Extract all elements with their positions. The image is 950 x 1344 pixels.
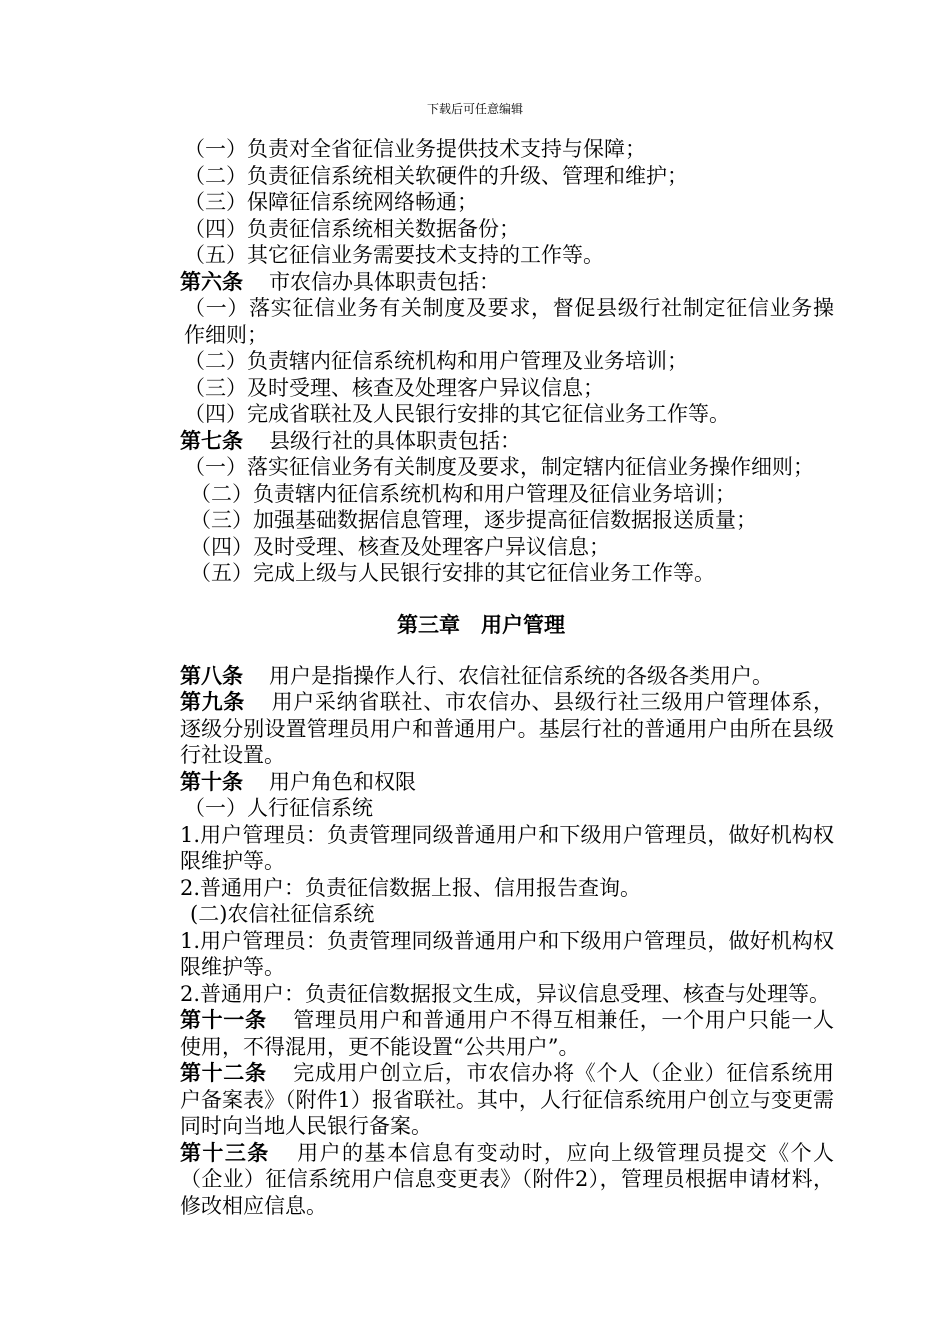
paragraph: (二)农信社征信系统 [190,902,375,926]
paragraph: 2.普通用户：负责征信数据上报、信用报告查询。 [180,875,642,900]
article-10 [128,769,834,796]
article-8 [128,663,834,690]
article-text: 用户是指操作人行、农信社征信系统的各级各类用户。 [269,663,773,688]
paragraph: （一）人行征信系统 [184,796,373,820]
paragraph: （三）及时受理、核查及处理客户异议信息； [184,375,604,400]
article-title: 第十一条 [180,1008,267,1032]
article-text: 管理员用户和普通用户不得互相兼任，一个用户只能一人使用，不得混用，更不能设置“公共用户”。 [180,1008,835,1059]
article-title: 第九条 [180,690,245,714]
paragraph: （三）加强基础数据信息管理，逐步提高征信数据报送质量； [190,508,757,532]
article-title: 第八条 [180,663,243,688]
paragraph: （五）其它征信业务需要技术支持的工作等。 [184,243,604,267]
article-text: 市农信办具体职责包括： [269,269,500,294]
article-title: 第十二条 [180,1061,267,1085]
paragraph: （一）落实征信业务有关制度及要求，制定辖内征信业务操作细则； [184,455,814,479]
paragraph: （五）完成上级与人民银行安排的其它征信业务工作等。 [190,561,715,585]
article-title: 第六条 [180,269,243,294]
paragraph: （一）落实征信业务有关制度及要求，督促县级行社制定征信业务操作细则； [184,296,834,347]
article-text: 完成用户创立后，市农信办将《个人（企业）征信系统用户备案表》（附件1）报省联社。其中，人行征信系统用户创立与变更需同时向当地人民银行备案。 [180,1061,835,1138]
article-title: 第十三条 [180,1140,270,1165]
article-text: 用户采纳省联社、市农信办、县级行社三级用户管理体系，逐级分别设置管理员用户和普通用户。基层行社的普通用户由所在县级行社设置。 [180,690,835,767]
article-text: 县级行社的具体职责包括： [269,428,521,453]
article-9 [128,689,834,769]
article-text: 用户角色和权限 [269,769,416,794]
chapter-heading: 第三章 用户管理 [397,612,565,637]
article-7 [128,428,834,455]
paragraph: 1.用户管理员：负责管理同级普通用户和下级用户管理员，做好机构权限维护等。 [180,928,834,979]
paragraph: （四）及时受理、核查及处理客户异议信息； [190,534,610,559]
paragraph: 2.普通用户：负责征信数据报文生成，异议信息受理、核查与处理等。 [180,981,831,1006]
paragraph: （四）负责征信系统相关数据备份； [184,216,520,241]
paragraph: （二）负责征信系统相关软硬件的升级、管理和维护； [184,163,688,188]
article-6 [128,269,834,296]
paragraph: （四）完成省联社及人民银行安排的其它征信业务工作等。 [184,402,730,426]
paragraph: （三）保障征信系统网络畅通； [184,190,478,214]
article-11 [128,1007,834,1060]
paragraph: （二）负责辖内征信系统机构和用户管理及业务培训； [184,349,688,373]
article-12 [128,1060,834,1140]
article-title: 第十条 [180,769,243,794]
paragraph: 1.用户管理员：负责管理同级普通用户和下级用户管理员，做好机构权限维护等。 [180,822,834,873]
page-header: 下载后可任意编辑 [426,102,523,116]
document-body [128,136,834,1219]
paragraph: （一）负责对全省征信业务提供技术支持与保障； [184,137,646,161]
article-text: 用户的基本信息有变动时，应向上级管理员提交《个人（企业）征信系统用户信息变更表》（附件2），管理员根据申请材料，修改相应信息。 [180,1140,835,1218]
article-title: 第七条 [180,428,243,453]
article-13 [128,1140,834,1220]
paragraph: （二）负责辖内征信系统机构和用户管理及征信业务培训； [190,481,736,506]
